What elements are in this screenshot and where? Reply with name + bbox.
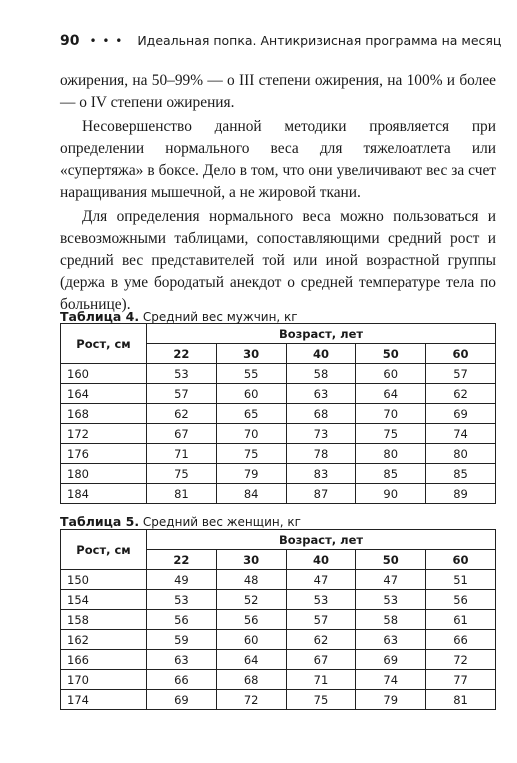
height-cell: 158 (61, 610, 147, 630)
weight-cell: 75 (286, 690, 356, 710)
weight-cell: 81 (426, 690, 496, 710)
table-row (61, 630, 496, 650)
weight-cell: 60 (356, 364, 426, 384)
weight-cell: 65 (216, 404, 286, 424)
weight-cell: 58 (356, 610, 426, 630)
weight-cell: 58 (286, 364, 356, 384)
weight-cell: 75 (216, 444, 286, 464)
height-cell: 164 (61, 384, 147, 404)
weight-cell: 70 (356, 404, 426, 424)
weight-cell: 62 (147, 404, 217, 424)
weight-cell: 84 (216, 484, 286, 504)
weight-cell: 89 (426, 484, 496, 504)
weight-cell: 74 (356, 670, 426, 690)
weight-cell: 61 (426, 610, 496, 630)
table5-age-header: Возраст, лет (147, 530, 496, 550)
weight-cell: 69 (426, 404, 496, 424)
weight-cell: 56 (426, 590, 496, 610)
page-number: 90 (60, 33, 80, 49)
table4 (60, 323, 496, 504)
height-cell: 162 (61, 630, 147, 650)
table-row (61, 650, 496, 670)
weight-cell: 64 (356, 384, 426, 404)
table5-body (61, 570, 496, 710)
table-row (61, 610, 496, 630)
weight-cell: 51 (426, 570, 496, 590)
weight-cell: 79 (216, 464, 286, 484)
weight-cell: 59 (147, 630, 217, 650)
weight-cell: 68 (286, 404, 356, 424)
weight-cell: 57 (286, 610, 356, 630)
table-row (61, 464, 496, 484)
weight-cell: 74 (426, 424, 496, 444)
table-row (61, 670, 496, 690)
weight-cell: 55 (216, 364, 286, 384)
table4-height-header: Рост, см (61, 324, 147, 364)
table-row (61, 484, 496, 504)
weight-cell: 71 (286, 670, 356, 690)
table4-caption-number: Таблица 4. (60, 309, 140, 324)
paragraph: ожирения, на 50–99% — о III степени ожирения, на 100% и более — о IV степени ожирения. (60, 72, 496, 111)
running-header (60, 33, 500, 53)
weight-cell: 62 (426, 384, 496, 404)
table-row (61, 404, 496, 424)
weight-cell: 62 (286, 630, 356, 650)
weight-cell: 69 (356, 650, 426, 670)
weight-cell: 47 (356, 570, 426, 590)
table-row (61, 690, 496, 710)
weight-cell: 47 (286, 570, 356, 590)
weight-cell: 85 (426, 464, 496, 484)
height-cell: 180 (61, 464, 147, 484)
age-cell: 22 (147, 550, 217, 570)
weight-cell: 75 (356, 424, 426, 444)
weight-cell: 72 (426, 650, 496, 670)
height-cell: 150 (61, 570, 147, 590)
age-cell: 22 (147, 344, 217, 364)
weight-cell: 83 (286, 464, 356, 484)
paragraph: Несовершенство данной методики проявляется при определении нормального веса для тяжелоатлета или «супертяжа» в боксе. Дело в том, что они увеличивают вес за счет наращивания мышечной, а не жировой ткани. (60, 118, 496, 201)
weight-cell: 70 (216, 424, 286, 444)
running-title: Идеальная попка. Антикризисная программа на месяц (137, 33, 502, 48)
weight-cell: 49 (147, 570, 217, 590)
weight-cell: 80 (426, 444, 496, 464)
weight-cell: 80 (356, 444, 426, 464)
weight-cell: 69 (147, 690, 217, 710)
height-cell: 154 (61, 590, 147, 610)
table-header-row (61, 530, 496, 550)
weight-cell: 60 (216, 630, 286, 650)
weight-cell: 78 (286, 444, 356, 464)
weight-cell: 53 (356, 590, 426, 610)
table-row (61, 444, 496, 464)
table4-caption (60, 309, 298, 324)
table5-caption-number: Таблица 5. (60, 514, 140, 529)
weight-cell: 53 (147, 590, 217, 610)
weight-cell: 48 (216, 570, 286, 590)
weight-cell: 85 (356, 464, 426, 484)
age-cell: 40 (286, 344, 356, 364)
weight-cell: 79 (356, 690, 426, 710)
age-cell: 50 (356, 550, 426, 570)
table4-body (61, 364, 496, 504)
table4-age-header: Возраст, лет (147, 324, 496, 344)
age-cell: 60 (426, 550, 496, 570)
height-cell: 174 (61, 690, 147, 710)
height-cell: 166 (61, 650, 147, 670)
height-cell: 172 (61, 424, 147, 444)
table-row (61, 364, 496, 384)
age-cell: 50 (356, 344, 426, 364)
height-cell: 170 (61, 670, 147, 690)
weight-cell: 67 (286, 650, 356, 670)
table-row (61, 384, 496, 404)
age-cell: 40 (286, 550, 356, 570)
weight-cell: 66 (426, 630, 496, 650)
height-cell: 160 (61, 364, 147, 384)
weight-cell: 73 (286, 424, 356, 444)
weight-cell: 72 (216, 690, 286, 710)
table5 (60, 529, 496, 710)
weight-cell: 87 (286, 484, 356, 504)
weight-cell: 81 (147, 484, 217, 504)
height-cell: 176 (61, 444, 147, 464)
weight-cell: 57 (426, 364, 496, 384)
table-row (61, 424, 496, 444)
weight-cell: 53 (286, 590, 356, 610)
weight-cell: 75 (147, 464, 217, 484)
weight-cell: 67 (147, 424, 217, 444)
weight-cell: 53 (147, 364, 217, 384)
age-cell: 60 (426, 344, 496, 364)
height-cell: 168 (61, 404, 147, 424)
weight-cell: 77 (426, 670, 496, 690)
header-dots: • • • (89, 34, 124, 48)
height-cell: 184 (61, 484, 147, 504)
weight-cell: 63 (147, 650, 217, 670)
weight-cell: 71 (147, 444, 217, 464)
weight-cell: 56 (216, 610, 286, 630)
weight-cell: 64 (216, 650, 286, 670)
weight-cell: 57 (147, 384, 217, 404)
table-header-row (61, 324, 496, 344)
table-row (61, 590, 496, 610)
weight-cell: 52 (216, 590, 286, 610)
table5-caption-text: Средний вес женщин, кг (139, 515, 301, 529)
body-text (60, 70, 496, 318)
weight-cell: 68 (216, 670, 286, 690)
weight-cell: 66 (147, 670, 217, 690)
table5-caption (60, 514, 301, 529)
table4-caption-text: Средний вес мужчин, кг (139, 310, 298, 324)
weight-cell: 90 (356, 484, 426, 504)
table5-height-header: Рост, см (61, 530, 147, 570)
paragraph: Для определения нормального веса можно пользоваться и всевозможными таблицами, сопоставляющими средний рост и средний вес представителей той или иной возрастной группы (держа в уме бородатый анекдот о средней температуре тела по больнице). (60, 208, 496, 313)
table-row (61, 570, 496, 590)
age-cell: 30 (216, 344, 286, 364)
weight-cell: 56 (147, 610, 217, 630)
weight-cell: 63 (356, 630, 426, 650)
age-cell: 30 (216, 550, 286, 570)
weight-cell: 63 (286, 384, 356, 404)
weight-cell: 60 (216, 384, 286, 404)
